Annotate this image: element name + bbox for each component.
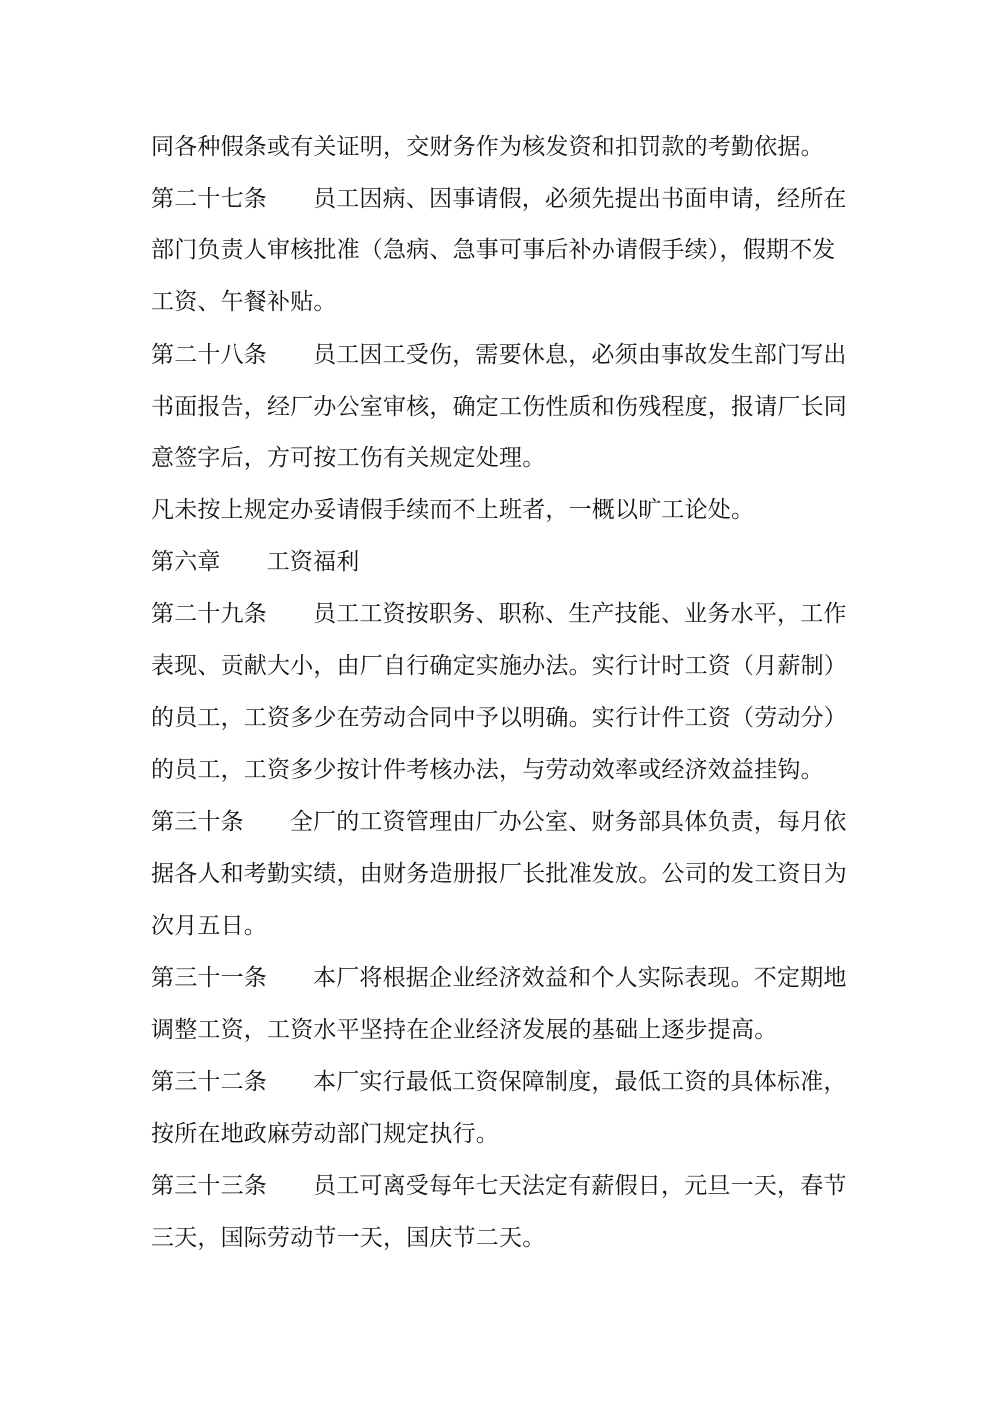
text-line: 据各人和考勤实绩，由财务造册报厂长批准发放。公司的发工资日为 (151, 861, 847, 887)
chapter-6-heading (151, 547, 851, 577)
article-label: 第二十八条 (151, 342, 267, 368)
article-32-line: 第三十二条 本厂实行最低工资保障制度，最低工资的具体标准， (151, 1069, 847, 1095)
text-line: 工资、午餐补贴。 (151, 289, 337, 315)
text-line: 部门负责人审核批准（急病、急事可事后补办请假手续），假期不发 (151, 237, 836, 263)
text-line: 三天，国际劳动节一天，国庆节二天。 (151, 1225, 546, 1251)
text-line: 表现、贡献大小，由厂自行确定实施办法。实行计时工资（月薪制） (151, 653, 847, 679)
article-28-line: 第二十八条 员工因工受伤，需要休息，必须由事故发生部门写出 (151, 342, 847, 368)
article-27-line: 第二十七条 员工因病、因事请假，必须先提出书面申请，经所在 (151, 186, 847, 212)
text-line: 同各种假条或有关证明，交财务作为核发资和扣罚款的考勤依据。 (151, 134, 824, 160)
article-29-line: 第二十九条 员工工资按职务、职称、生产技能、业务水平，工作 (151, 601, 847, 627)
article-33-line: 第三十三条 员工可离受每年七天法定有薪假日，元旦一天，春节 (151, 1173, 847, 1199)
article-label: 第二十九条 (151, 601, 267, 627)
article-30-line: 第三十条 全厂的工资管理由厂办公室、财务部具体负责，每月依 (151, 809, 847, 835)
article-label: 第三十二条 (151, 1069, 267, 1095)
text-line: 的员工，工资多少在劳动合同中予以明确。实行计件工资（劳动分） (151, 705, 847, 731)
text-line: 意签字后，方可按工伤有关规定处理。 (151, 445, 546, 471)
chapter-label: 第六章 (151, 549, 221, 575)
text-line: 凡未按上规定办妥请假手续而不上班者，一概以旷工论处。 (151, 497, 755, 523)
article-label: 第二十七条 (151, 186, 267, 212)
text-line: 次月五日。 (151, 913, 267, 939)
text-line: 书面报告，经厂办公室审核，确定工伤性质和伤残程度，报请厂长同 (151, 394, 847, 420)
text-line: 按所在地政麻劳动部门规定执行。 (151, 1121, 499, 1147)
article-label: 第三十三条 (151, 1173, 267, 1199)
article-label: 第三十条 (151, 809, 244, 835)
article-label: 第三十一条 (151, 965, 267, 991)
text-line: 的员工，工资多少按计件考核办法，与劳动效率或经济效益挂钩。 (151, 757, 824, 783)
chapter-title: 工资福利 (266, 549, 360, 575)
article-31-line: 第三十一条 本厂将根据企业经济效益和个人实际表现。不定期地 (151, 965, 847, 991)
text-line: 调整工资，工资水平坚持在企业经济发展的基础上逐步提高。 (151, 1017, 778, 1043)
